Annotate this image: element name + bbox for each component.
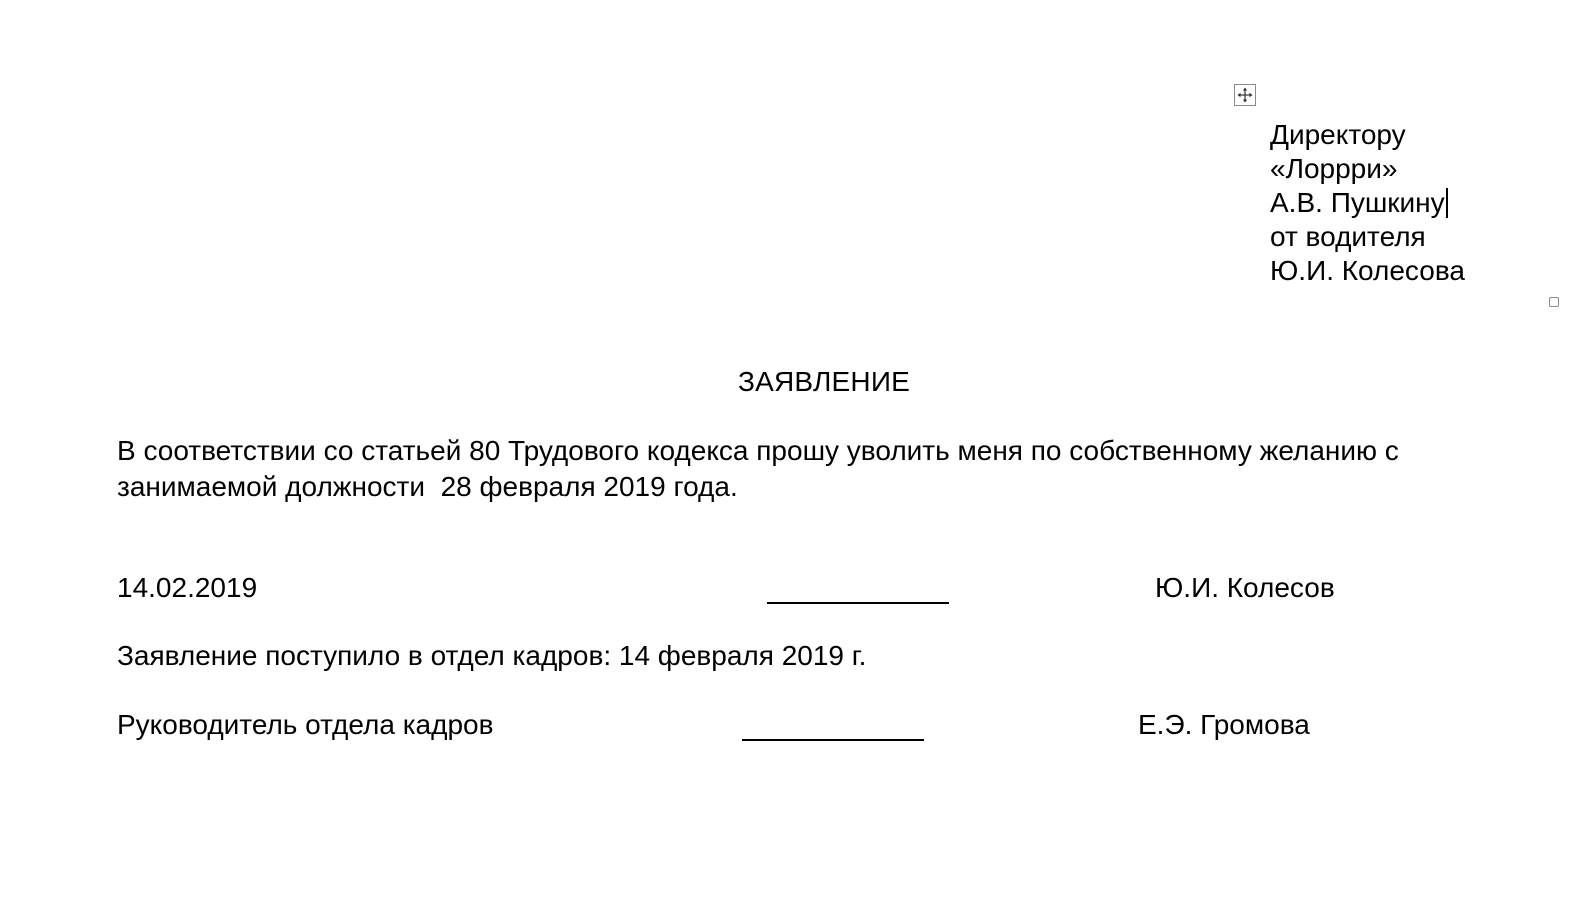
application-date: 14.02.2019	[117, 572, 258, 603]
applicant-name: Ю.И. Колесов	[1155, 572, 1335, 603]
hr-head-name: Е.Э. Громова	[1138, 709, 1310, 740]
move-arrows-icon	[1237, 87, 1253, 103]
addressee-name: А.В. Пушкину	[1270, 187, 1445, 218]
sender-name: Ю.И. Колесова	[1270, 255, 1465, 286]
hr-head-position: Руководитель отдела кадров	[117, 709, 494, 740]
addressee-position: Директору	[1270, 119, 1406, 150]
addressee-block[interactable]	[1270, 118, 1465, 288]
sender-position: от водителя	[1270, 221, 1426, 252]
addressee-company: «Лоррри»	[1270, 153, 1398, 184]
table-move-handle-icon[interactable]	[1234, 84, 1256, 106]
document-title: ЗАЯВЛЕНИЕ	[738, 366, 911, 397]
statement-line-1: В соответствии со статьей 80 Трудового кодекса прошу уволить меня по собственному желанию с	[117, 435, 1399, 466]
hr-signature-line	[742, 739, 924, 741]
received-note: Заявление поступило в отдел кадров: 14 февраля 2019 г.	[117, 640, 867, 671]
statement-body	[117, 433, 1517, 505]
applicant-signature-line	[767, 602, 949, 604]
table-resize-handle-icon[interactable]	[1549, 297, 1559, 307]
statement-line-2: занимаемой должности 28 февраля 2019 года.	[117, 471, 738, 502]
text-cursor	[1446, 188, 1448, 218]
addressee-name-line	[1270, 186, 1465, 220]
